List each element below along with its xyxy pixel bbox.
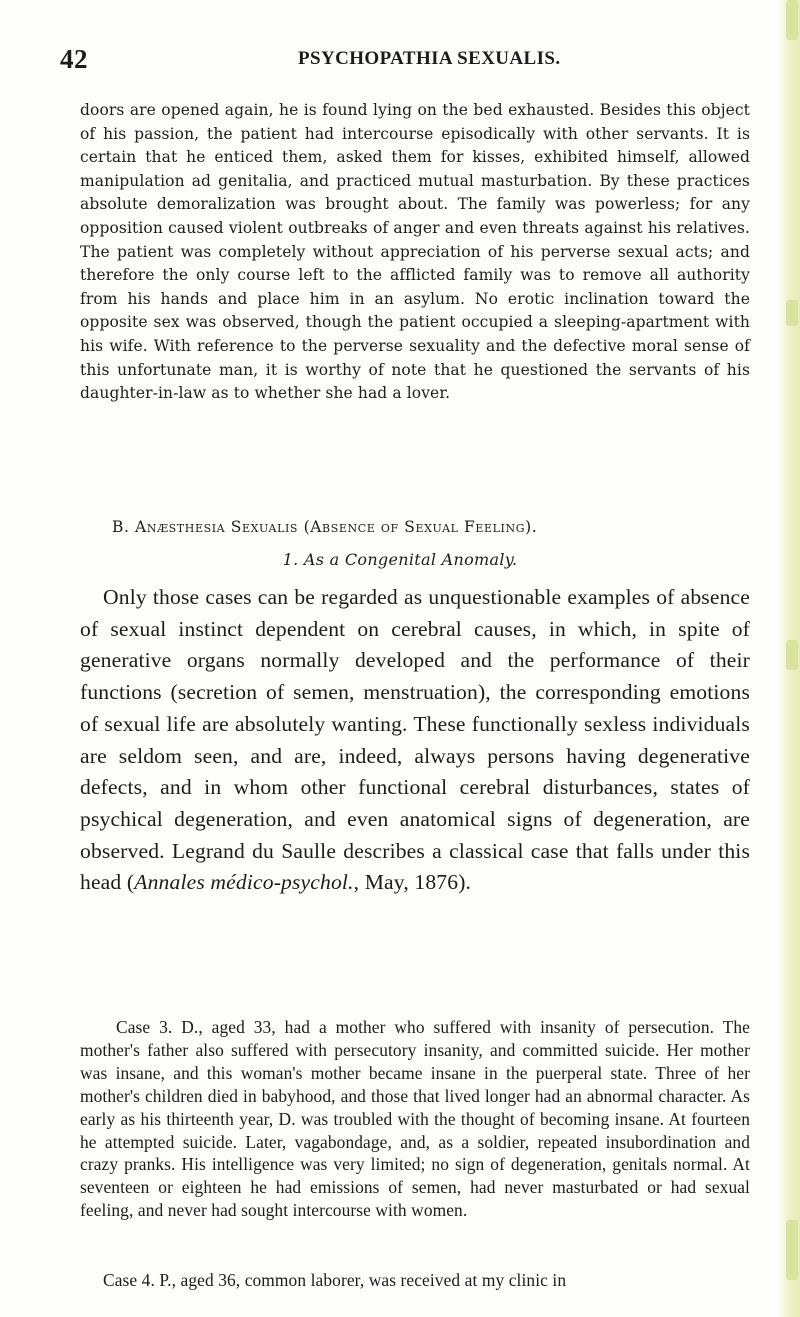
page-edge-stain (786, 300, 798, 326)
running-head (60, 44, 760, 74)
page-edge-stain (786, 1220, 798, 1280)
intro-main-text: Only those cases can be regarded as unquestionable examples of absence of sexual instinct dependent on cerebral causes, in which, in spite of generative organs normally developed and the performance of their functions (secretion of semen, menstruation), the corresponding emotions of sexual life are absolutely wanting. These functionally sexless individuals are seldom seen, and are, indeed, always persons having degenerative defects, and in whom other functional cerebral disturbances, states of psychical degeneration, and even anatomical signs of degeneration, are observed. Legrand du Saulle describes a classical case that falls under this head ( (80, 585, 750, 895)
page-edge-stain (786, 640, 798, 670)
paragraph-intro (80, 582, 750, 899)
paragraph-case-4: Case 4. P., aged 36, common laborer, was received at my clinic in (103, 1270, 567, 1290)
intro-tail: , May, 1876). (353, 870, 472, 895)
book-title: PSYCHOPATHIA SEXUALIS. (298, 48, 561, 69)
page-edge-stain (786, 0, 798, 40)
section-heading-title: Anæsthesia Sexualis (Absence of Sexual Feeling). (135, 518, 538, 536)
subheading: 1. As a Congenital Anomaly. (282, 550, 518, 569)
section-heading-prefix: B. (112, 518, 136, 536)
paragraph-continuation: doors are opened again, he is found lying on the bed exhausted. Besides this object of his passion, the patient had intercourse episodically with other servants. It is certain that he enticed them, asked them for kisses, exhibited himself, allowed manipulation ad genitalia, and practiced mutual masturbation. By these practices absolute demoralization was brought about. The family was powerless; for any opposition caused violent outbreaks of anger and even threats against his relatives. The patient was completely without appreciation of his perverse sexual acts; and therefore the only course left to the afflicted family was to remove all authority from his hands and place him in an asylum. No erotic inclination toward the opposite sex was observed, though the patient occupied a sleeping-apartment with his wife. With reference to the perverse sexuality and the defective moral sense of this unfortunate man, it is worthy of note that he questioned the servants of his daughter-in-law as to whether she had a lover. (80, 101, 750, 403)
page-number: 42 (60, 44, 88, 74)
paragraph-case-3: Case 3. D., aged 33, had a mother who suffered with insanity of persecution. The mother's father also suffered with persecutory insanity, and committed suicide. Her mother was insane, and this woman's mother became insane in the puerperal state. Three of her mother's children died in babyhood, and those that lived longer had an abnormal character. As early as his thirteenth year, D. was troubled with the thought of becoming insane. At fourteen he attempted suicide. Later, vagabondage, and, as a soldier, repeated insubordination and crazy pranks. His intelligence was very limited; no sign of degeneration, genitals normal. At seventeen or eighteen he had emissions of semen, had never masturbated or had sexual feeling, and never had sought intercourse with women. (80, 1017, 750, 1221)
section-heading (112, 516, 752, 538)
intro-citation: Annales médico-psychol. (134, 870, 354, 895)
